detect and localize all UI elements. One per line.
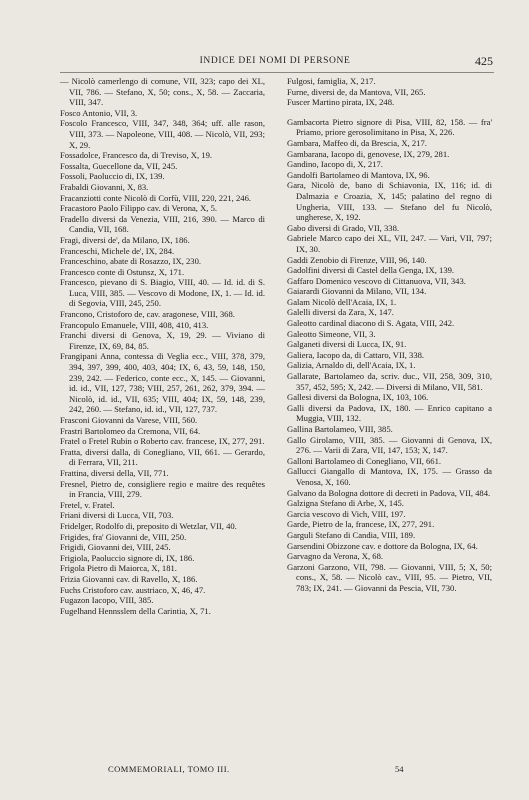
page-number: 425 (475, 54, 493, 68)
index-entry: Frigola Pietro di Maiorca, X, 181. (60, 563, 177, 574)
index-entry: Francopulo Emanuele, VIII, 408, 410, 413. (60, 319, 209, 330)
index-entry: Gandolfi Bartolameo di Mantova, IX, 96. (287, 169, 430, 180)
index-entry: Franchi diversi di Genova, X, 19, 29. — Viviano di Firenze, IX, 69, 84, 85. (60, 330, 265, 351)
index-entry: Frattina, diversi della, VII, 771. (60, 467, 169, 478)
index-entry: Francesco conte di Ostunsz, X, 171. (60, 266, 185, 277)
index-entry: Fracanziotti conte Nicolò di Corfù, VIII, 220, 221, 246. (60, 192, 252, 203)
section-gap (287, 108, 492, 117)
index-entry: Galam Nicolò dell'Acaia, IX, 1. (287, 296, 397, 307)
index-entry: Galganeti diversi di Lucca, IX, 91. (287, 339, 407, 350)
index-entry: Galloni Bartolameo di Conegliano, VII, 661. (287, 455, 442, 466)
left-column (60, 76, 265, 616)
index-entry: Garcia vescovo di Vich, VIII, 197. (287, 508, 406, 519)
index-entry: Gallina Bartolameo, VIII, 385. (287, 424, 393, 434)
index-entry: Gallucci Giangallo di Mantova, IX, 175. — Grasso da Venosa, X, 160. (287, 466, 492, 487)
index-entry: Gara, Nicolò de, bano di Schiavonia, IX, 116; id. di Dalmazia e Croazia, X, 145; palatino del regno di Ungheria, VIII, 133. — Stefano del fu Nicolò, ungherese, X, 192. (287, 180, 492, 223)
footer-sheet-number: 54 (395, 764, 404, 774)
index-entry: Frasconi Giovanni da Varese, VIII, 560. (60, 415, 198, 425)
index-entry: Fradello diversi da Venezia, VIII, 216, 390. — Marco di Candia, VII, 168. (60, 213, 265, 235)
index-entry: Fratel o Fretel Rubin o Roberto cav. francese, IX, 277, 291. (60, 436, 265, 447)
index-entry: Galiera, Iacopo da, di Cattaro, VII, 338. (287, 349, 425, 360)
running-head (60, 54, 493, 68)
index-entry: Fugazon Iacopo, VIII, 385. (60, 595, 154, 606)
index-entry: Gabriele Marco capo dei XL, VII, 247. — Vari, VII, 797; IX, 30. (287, 233, 492, 254)
index-entry: Galeotto cardinal diacono di S. Agata, VIII, 242. (287, 318, 455, 329)
index-entry: Fulgosi, famiglia, X, 217. (287, 76, 376, 86)
index-entry: Galzigna Stefano di Arbe, X, 145. (287, 498, 404, 509)
index-entry: Fresnel, Pietro de, consigliere regio e maitre des requêtes in Francia, VIII, 279. (60, 478, 265, 500)
index-entry: Franceschino, abate di Rosazzo, IX, 230. (60, 256, 202, 267)
index-entry: Garde, Pietro de la, francese, IX, 277, 291. (287, 519, 435, 530)
index-entry: Galelli diversi da Zara, X, 147. (287, 307, 394, 318)
index-entry: Gallo Girolamo, VIII, 385. — Giovanni di Genova, IX, 276. — Varii di Zara, VII, 147, 153; X, 147. (287, 434, 492, 456)
index-entry: Garzoni Garzono, VII, 798. — Giovanni, VIII, 5; X, 50; cons., X, 58. — Nicolò cav., VIII, 95. — Pietro, VII, 783; IX, 241. — Giovanni da Pescia, VII, 730. (287, 561, 492, 593)
index-entry: Frabaldi Giovanni, X, 83. (60, 181, 149, 192)
index-entry: Gaffaro Domenico vescovo di Cittanuova, VII, 343. (287, 275, 466, 286)
index-entry: Gaiarardi Giovanni da Milano, VII, 134. (287, 286, 427, 297)
index-entry: — Nicolò camerlengo di comune, VII, 323; capo dei XL, VII, 786. — Stefano, X, 50; cons., X, 58. — Zaccaria, VIII, 347. (60, 76, 265, 108)
index-entry: Gallesi diversi da Bologna, IX, 103, 106. (287, 392, 429, 403)
index-entry: Frangipani Anna, contessa di Veglia ecc., VIII, 378, 379, 394, 397, 399, 400, 403, 404; IX, 6, 43, 59, 148, 150, 239, 242. — Federico, conte ecc., X, 145. — Giovanni, id. id., VII, 127, 738; VIII, 257, 261, 262, 379, 394. — Nicolò, id. id., VII, 635; VIII, 404; IX, 59, 148, 239, 242, 260. — Stefano, id. id., VII, 127, 737. (60, 351, 265, 415)
index-entry: Garguli Stefano di Candia, VIII, 189. (287, 529, 416, 540)
index-entry: Fuchs Cristoforo cav. austriaco, X, 46, 47. (60, 584, 206, 595)
index-entry: Fridelger, Rodolfo di, preposito di Wetzlar, VII, 40. (60, 520, 237, 531)
index-entry: Francono, Cristoforo de, cav. aragonese, VIII, 368. (60, 309, 235, 320)
index-entry: Fugelhand Hennsslem della Carintia, X, 71. (60, 605, 211, 616)
index-entry: Galli diversi da Padova, IX, 180. — Enrico capitano a Muggia, VIII, 132. (287, 402, 492, 424)
index-entry: Gallarate, Bartolameo da, scriv. duc., VII, 258, 309, 310, 357, 452, 595; X, 242. — Diversi di Milano, VII, 581. (287, 371, 492, 392)
index-entry: Garvagno da Verona, X, 68. (287, 551, 384, 562)
index-entry: Friani diversi di Lucca, VII, 703. (60, 510, 174, 521)
index-entry: Gadolfini diversi di Castel della Genga, IX, 139. (287, 265, 455, 276)
index-entry: Fretel, v. Fratel. (60, 499, 115, 510)
index-entry: Frigiola, Paoluccio signore di, IX, 186. (60, 552, 195, 563)
index-entry: Frigides, fra' Giovanni de, VIII, 250. (60, 531, 187, 542)
right-column (287, 76, 492, 594)
index-entry: Galeotto Simeone, VII, 3. (287, 328, 376, 339)
running-title: INDICE DEI NOMI DI PERSONE (199, 56, 351, 66)
index-entry: Franceschi, Michele de', IX, 284. (60, 245, 175, 256)
index-entry: Galizia, Arnaldo di, dell'Acaia, IX, 1. (287, 360, 416, 371)
index-entry: Fragi, diversi de', da Milano, IX, 186. (60, 234, 190, 245)
index-entry: Francesco, pievano di S. Biagio, VIII, 40. — Id. id. di S. Luca, VIII, 385. — Vescovo di Modone, IX, 1. — Id. id. di Segovia, VIII, 245, 250. (60, 277, 265, 309)
index-entry: Frastri Bartolomeo da Cremona, VII, 64. (60, 425, 201, 436)
index-entry: Garsendini Obizzone cav. e dottore da Bologna, IX, 64. (287, 540, 478, 551)
index-entry: Frigidi, Giovanni dei, VIII, 245. (60, 542, 171, 553)
index-entry: Galvano da Bologna dottore di decreti in Padova, VII, 484. (287, 487, 491, 498)
index-entry: Fossadolce, Francesco da, di Treviso, X, 19. (60, 150, 213, 161)
index-entry: Fosco Antonio, VII, 3. (60, 107, 138, 118)
index-entry: Fuscer Martino pirata, IX, 248. (287, 97, 395, 108)
index-entry: Gambara, Maffeo di, da Brescia, X, 217. (287, 137, 427, 148)
index-entry: Fratta, diversi dalla, di Conegliano, VII, 661. — Gerardo, di Ferrara, VII, 211. (60, 446, 265, 468)
footer-signature: COMMEMORIALI, TOMO III. (108, 764, 230, 774)
index-entry: Fossalta, Guecellone da, VII, 245. (60, 160, 178, 171)
index-entry: Furne, diversi de, da Mantova, VII, 265. (287, 86, 426, 97)
index-entry: Fossoli, Paoluccio di, IX, 139. (60, 171, 165, 182)
index-entry: Gabo diversi di Grado, VII, 338. (287, 222, 400, 233)
index-entry: Gandino, Iacopo di, X, 217. (287, 159, 383, 170)
index-entry: Gambacorta Pietro signore di Pisa, VIII, 82, 158. — fra' Priamo, priore gerosolimitano in Pisa, X, 226. (287, 116, 492, 138)
index-entry: Foscolo Francesco, VIII, 347, 348, 364; uff. alle rason, VIII, 373. — Napoleone, VIII, 408. — Nicolò, VII, 293; X, 29. (60, 118, 265, 150)
index-entry: Gaddi Zenobio di Firenze, VIII, 96, 140. (287, 254, 427, 265)
header-rule (60, 72, 494, 73)
index-entry: Frizia Giovanni cav. di Ravello, X, 186. (60, 573, 198, 584)
index-entry: Gambarana, Iacopo di, genovese, IX, 279, 281. (287, 148, 450, 159)
index-entry: Fracastoro Paolo Filippo cav. di Verona, X, 5. (60, 203, 218, 214)
